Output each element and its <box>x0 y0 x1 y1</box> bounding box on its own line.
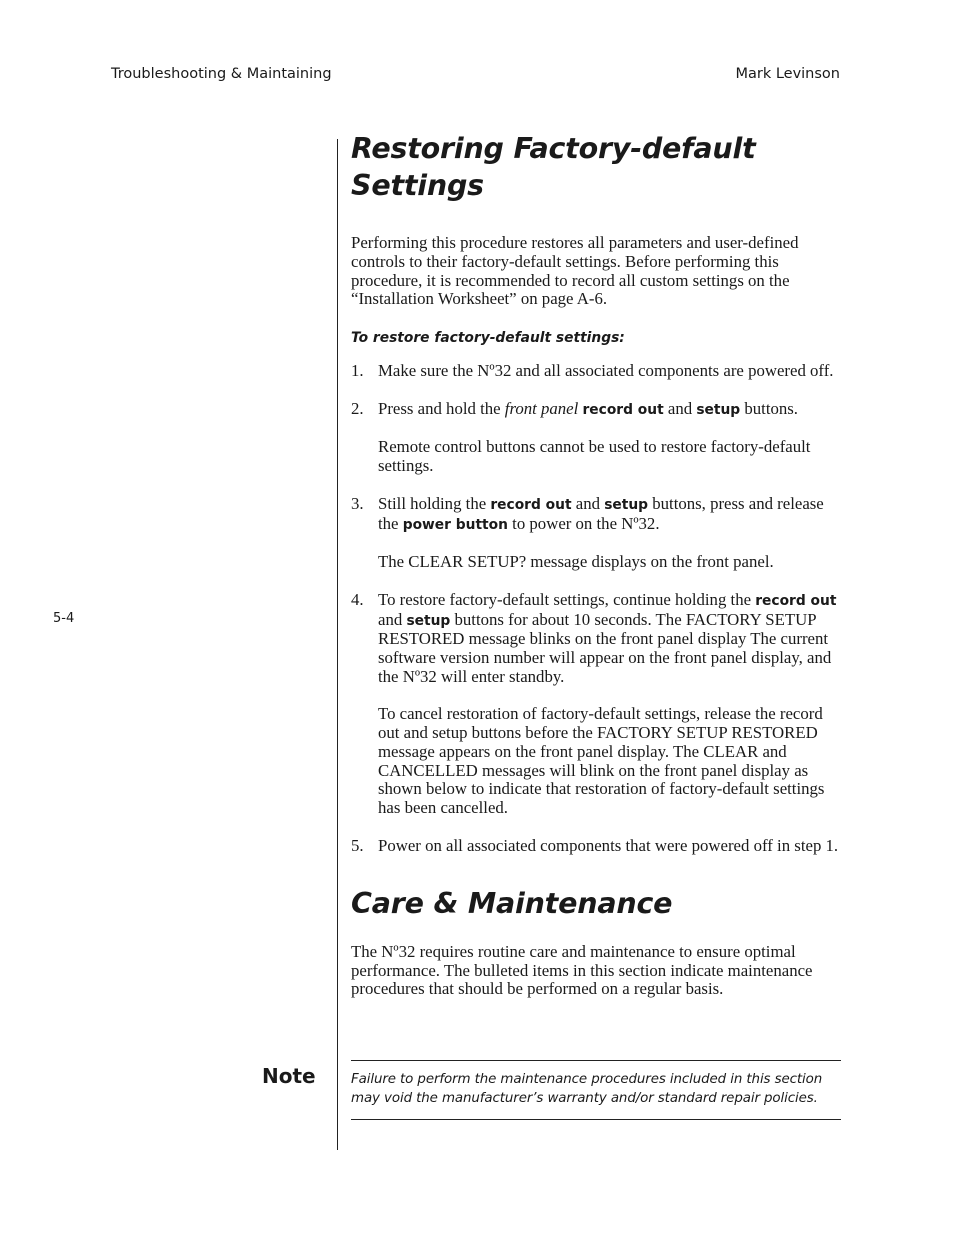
step-text: Make sure the Nº32 and all associated components are powered off. <box>378 361 834 381</box>
procedure-heading: To restore factory-default settings: <box>351 330 625 347</box>
note-label: Note <box>262 1064 316 1088</box>
step-number: 4. <box>351 589 364 609</box>
step-text: Still holding the record out and setup buttons, press and release the power button to power on the Nº32. <box>378 493 824 533</box>
step-number: 5. <box>351 836 364 856</box>
button-name-power: power button <box>402 516 508 533</box>
button-name-setup: setup <box>696 401 741 418</box>
vertical-rule <box>337 139 338 1150</box>
button-name-record-out: record out <box>582 401 664 418</box>
step-note: To cancel restoration of factory-default settings, release the record out and setup buttons before the FACTORY SETUP RESTORED message appears on the front panel display. The CLEAR and CANCELLED messages will blink on the front panel display as shown below to indicate that restoration of factory-default settings has been cancelled. <box>378 704 825 818</box>
list-item <box>351 362 841 381</box>
list-item <box>351 400 841 476</box>
step-text: To restore factory-default settings, continue holding the record out and setup buttons for about 10 seconds. The FACTORY SETUP RESTORED message blinks on the front panel display The current software version number will appear on the front panel display, and the Nº32 will enter standby. <box>378 589 837 686</box>
step-note: Remote control buttons cannot be used to restore factory-default settings. <box>378 437 811 476</box>
list-item <box>351 591 841 818</box>
button-name-setup: setup <box>406 612 451 629</box>
button-name-record-out: record out <box>490 496 572 513</box>
step-number: 3. <box>351 493 364 513</box>
restoring-intro-paragraph: Performing this procedure restores all parameters and user-defined controls to their factory-default settings. Before performing this procedure, it is recommended to record all custom settings on the “Installation Worksheet” on page A-6. <box>351 233 799 309</box>
note-box <box>351 1060 841 1120</box>
main-column <box>351 130 841 999</box>
step-text: Power on all associated components that were powered off in step 1. <box>378 836 839 856</box>
section-title-care: Care & Maintenance <box>351 886 673 920</box>
list-item <box>351 495 841 572</box>
step-number: 1. <box>351 361 364 381</box>
procedure-steps <box>351 362 841 856</box>
button-name-setup: setup <box>604 496 649 513</box>
section-title-restoring: Restoring Factory-default Settings <box>351 132 756 202</box>
button-name-record-out: record out <box>755 592 837 609</box>
page-number: 5-4 <box>53 611 75 626</box>
step-number: 2. <box>351 398 364 418</box>
running-header-left: Troubleshooting & Maintaining <box>111 66 332 82</box>
note-text: Failure to perform the maintenance procedures included in this section may void the manufacturer’s warranty and/or standard repair policies. <box>351 1072 823 1106</box>
step-note: The CLEAR SETUP? message displays on the front panel. <box>378 551 774 571</box>
care-paragraph: The Nº32 requires routine care and maintenance to ensure optimal performance. The bulleted items in this section indicate maintenance procedures that should be performed on a regular basis. <box>351 941 813 999</box>
running-header-right: Mark Levinson <box>735 66 840 82</box>
step-text: Press and hold the front panel record out and setup buttons. <box>378 398 798 418</box>
list-item <box>351 837 841 856</box>
